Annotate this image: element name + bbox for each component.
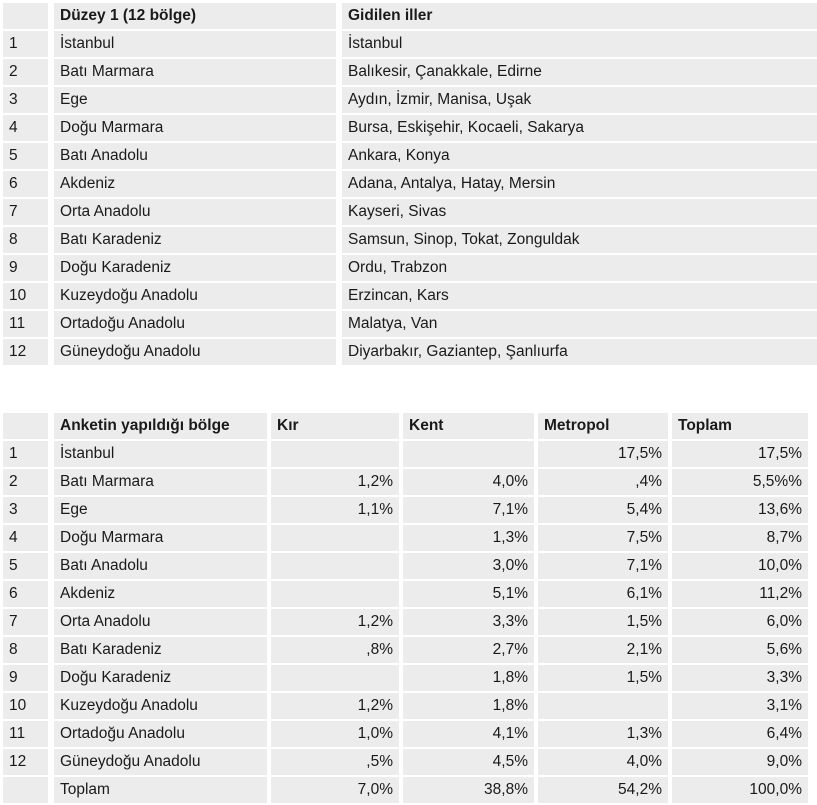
- header-rural: Kır: [271, 413, 399, 441]
- urban-share: 38,8%: [403, 777, 534, 805]
- region-name: İstanbul: [54, 441, 267, 469]
- region-name: Orta Anadolu: [54, 609, 267, 637]
- rural-share: [271, 525, 399, 553]
- urban-share: 3,3%: [403, 609, 534, 637]
- header-index: [3, 413, 48, 441]
- total-share: 100,0%: [672, 777, 808, 805]
- metropolis-share: 17,5%: [538, 441, 668, 469]
- metropolis-share: 1,5%: [538, 609, 668, 637]
- table-row: [3, 199, 817, 227]
- table-row: [3, 665, 808, 693]
- row-index: 2: [3, 469, 48, 497]
- table-row: [3, 31, 817, 59]
- cities-visited: Bursa, Eskişehir, Kocaeli, Sakarya: [342, 115, 817, 143]
- region-name: Doğu Marmara: [54, 115, 336, 143]
- region-name: Ege: [54, 87, 336, 115]
- row-index: 10: [3, 283, 48, 311]
- metropolis-share: 7,1%: [538, 553, 668, 581]
- table-row: [3, 311, 817, 339]
- metropolis-share: 4,0%: [538, 749, 668, 777]
- cities-visited: Ordu, Trabzon: [342, 255, 817, 283]
- metropolis-share: 6,1%: [538, 581, 668, 609]
- row-index: 9: [3, 665, 48, 693]
- row-index: 8: [3, 227, 48, 255]
- region-name: Güneydoğu Anadolu: [54, 749, 267, 777]
- header-cities: Gidilen iller: [342, 3, 817, 31]
- table-header-row: [3, 413, 808, 441]
- region-name: Batı Anadolu: [54, 553, 267, 581]
- row-index: 11: [3, 721, 48, 749]
- region-name: Batı Marmara: [54, 469, 267, 497]
- table-row: [3, 227, 817, 255]
- total-share: 8,7%: [672, 525, 808, 553]
- table-row: [3, 143, 817, 171]
- metropolis-share: 7,5%: [538, 525, 668, 553]
- row-index: 3: [3, 497, 48, 525]
- cities-visited: İstanbul: [342, 31, 817, 59]
- table-header-row: [3, 3, 817, 31]
- cities-visited: Samsun, Sinop, Tokat, Zonguldak: [342, 227, 817, 255]
- row-index: 1: [3, 441, 48, 469]
- total-share: 3,3%: [672, 665, 808, 693]
- urban-share: 5,1%: [403, 581, 534, 609]
- table-row: [3, 441, 808, 469]
- region-name: Ortadoğu Anadolu: [54, 311, 336, 339]
- region-name: Akdeniz: [54, 581, 267, 609]
- row-index: 8: [3, 637, 48, 665]
- row-index: 9: [3, 255, 48, 283]
- table-row: [3, 59, 817, 87]
- metropolis-share: 1,5%: [538, 665, 668, 693]
- table-row: [3, 525, 808, 553]
- region-name: Doğu Karadeniz: [54, 255, 336, 283]
- header-urban: Kent: [403, 413, 534, 441]
- rural-share: 1,2%: [271, 693, 399, 721]
- cities-visited: Aydın, İzmir, Manisa, Uşak: [342, 87, 817, 115]
- urban-share: [403, 441, 534, 469]
- cities-visited: Balıkesir, Çanakkale, Edirne: [342, 59, 817, 87]
- table-row: [3, 469, 808, 497]
- rural-share: [271, 665, 399, 693]
- cities-visited: Kayseri, Sivas: [342, 199, 817, 227]
- row-index: 5: [3, 143, 48, 171]
- total-share: 3,1%: [672, 693, 808, 721]
- region-name: Güneydoğu Anadolu: [54, 339, 336, 367]
- row-index: 6: [3, 581, 48, 609]
- row-index: 12: [3, 339, 48, 367]
- region-name: Batı Karadeniz: [54, 637, 267, 665]
- cities-visited: Ankara, Konya: [342, 143, 817, 171]
- table-row: [3, 637, 808, 665]
- region-name: Kuzeydoğu Anadolu: [54, 283, 336, 311]
- total-share: 6,4%: [672, 721, 808, 749]
- total-share: 17,5%: [672, 441, 808, 469]
- rural-share: [271, 581, 399, 609]
- rural-share: 1,2%: [271, 469, 399, 497]
- header-survey-region: Anketin yapıldığı bölge: [54, 413, 267, 441]
- region-name: Batı Marmara: [54, 59, 336, 87]
- header-metropolis: Metropol: [538, 413, 668, 441]
- row-index: 12: [3, 749, 48, 777]
- urban-share: 7,1%: [403, 497, 534, 525]
- total-share: 6,0%: [672, 609, 808, 637]
- urban-share: 4,5%: [403, 749, 534, 777]
- header-total: Toplam: [672, 413, 808, 441]
- row-index: 4: [3, 115, 48, 143]
- metropolis-share: [538, 693, 668, 721]
- urban-share: 1,3%: [403, 525, 534, 553]
- header-index: [3, 3, 48, 31]
- total-share: 11,2%: [672, 581, 808, 609]
- table-row: [3, 693, 808, 721]
- metropolis-share: 5,4%: [538, 497, 668, 525]
- metropolis-share: 2,1%: [538, 637, 668, 665]
- rural-share: ,8%: [271, 637, 399, 665]
- region-name: İstanbul: [54, 31, 336, 59]
- table-row: [3, 115, 817, 143]
- table-row: [3, 497, 808, 525]
- region-name: Ortadoğu Anadolu: [54, 721, 267, 749]
- row-index: 3: [3, 87, 48, 115]
- total-share: 9,0%: [672, 749, 808, 777]
- row-index: 11: [3, 311, 48, 339]
- region-name: Doğu Karadeniz: [54, 665, 267, 693]
- table-row: [3, 721, 808, 749]
- region-name: Ege: [54, 497, 267, 525]
- row-index: 1: [3, 31, 48, 59]
- row-index: 7: [3, 199, 48, 227]
- header-region-level1: Düzey 1 (12 bölge): [54, 3, 336, 31]
- urban-share: 4,1%: [403, 721, 534, 749]
- region-name: Batı Anadolu: [54, 143, 336, 171]
- table-row: [3, 749, 808, 777]
- region-name: Doğu Marmara: [54, 525, 267, 553]
- table-row: [3, 553, 808, 581]
- table-row: [3, 87, 817, 115]
- cities-visited: Erzincan, Kars: [342, 283, 817, 311]
- total-share: 13,6%: [672, 497, 808, 525]
- table-row: [3, 283, 817, 311]
- cities-visited: Adana, Antalya, Hatay, Mersin: [342, 171, 817, 199]
- metropolis-share: ,4%: [538, 469, 668, 497]
- rural-share: [271, 553, 399, 581]
- rural-share: 1,2%: [271, 609, 399, 637]
- row-index: 5: [3, 553, 48, 581]
- rural-share: 7,0%: [271, 777, 399, 805]
- rural-share: [271, 441, 399, 469]
- metropolis-share: 1,3%: [538, 721, 668, 749]
- urban-share: 2,7%: [403, 637, 534, 665]
- urban-share: 1,8%: [403, 693, 534, 721]
- row-index: 10: [3, 693, 48, 721]
- rural-share: 1,1%: [271, 497, 399, 525]
- row-index: 6: [3, 171, 48, 199]
- region-name: Batı Karadeniz: [54, 227, 336, 255]
- row-index: 2: [3, 59, 48, 87]
- urban-share: 1,8%: [403, 665, 534, 693]
- region-name: Orta Anadolu: [54, 199, 336, 227]
- urban-share: 4,0%: [403, 469, 534, 497]
- total-share: 5,6%: [672, 637, 808, 665]
- survey-distribution-table: [3, 413, 808, 805]
- table-row: [3, 255, 817, 283]
- table-row: [3, 171, 817, 199]
- table-row: [3, 339, 817, 367]
- total-share: 5,5%%: [672, 469, 808, 497]
- total-share: 10,0%: [672, 553, 808, 581]
- table-row: [3, 609, 808, 637]
- row-index: 7: [3, 609, 48, 637]
- region-name: Akdeniz: [54, 171, 336, 199]
- cities-visited: Diyarbakır, Gaziantep, Şanlıurfa: [342, 339, 817, 367]
- region-name: Toplam: [54, 777, 267, 805]
- rural-share: ,5%: [271, 749, 399, 777]
- cities-visited: Malatya, Van: [342, 311, 817, 339]
- metropolis-share: 54,2%: [538, 777, 668, 805]
- row-index: 4: [3, 525, 48, 553]
- region-name: Kuzeydoğu Anadolu: [54, 693, 267, 721]
- rural-share: 1,0%: [271, 721, 399, 749]
- table-row: [3, 581, 808, 609]
- urban-share: 3,0%: [403, 553, 534, 581]
- regions-cities-table: [3, 3, 817, 367]
